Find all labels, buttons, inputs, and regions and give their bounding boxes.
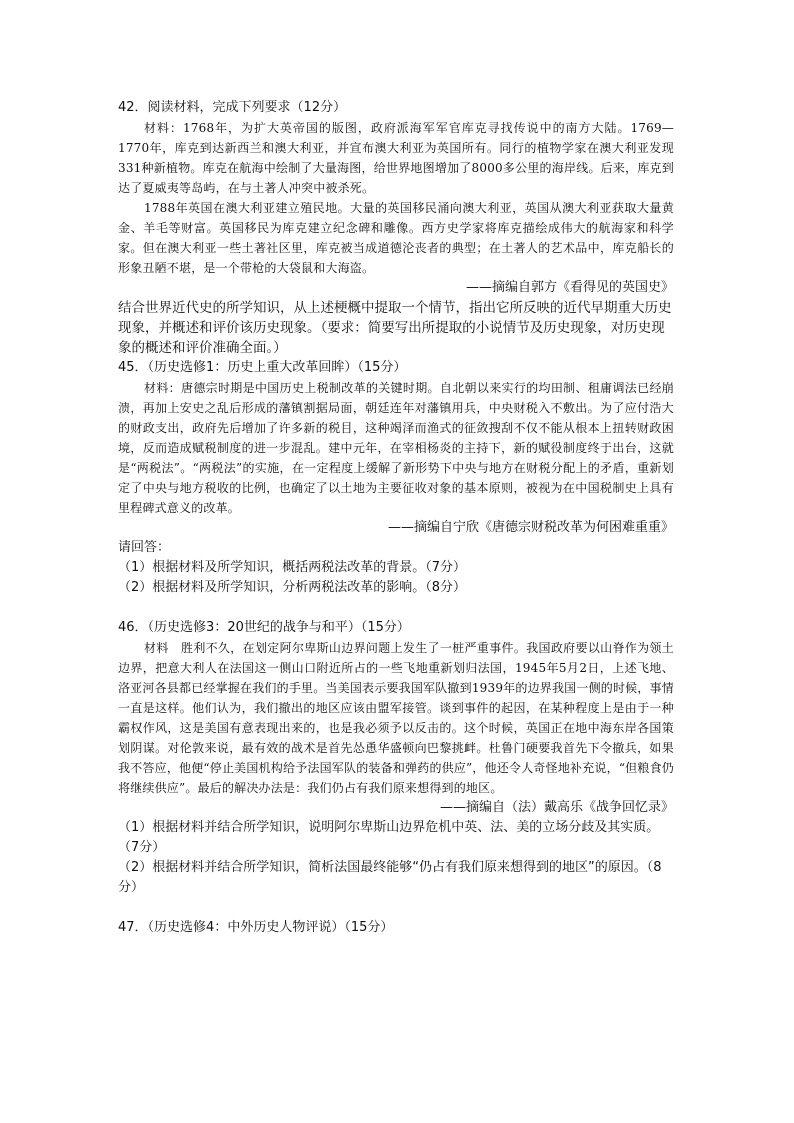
question-46-heading: 46．（历史选修3：20世纪的战争与和平）（15分） [118, 620, 410, 635]
question-42-material-paragraph-1: 材料：1768年，为扩大英帝国的版图，政府派海军军官库克寻找传说中的南方大陆。1769—1770年，库克到达新西兰和澳大利亚，并宣布澳大利亚为英国所有。同行的植物学家在澳大利亚发现331种新植物。库克在航海中绘制了大量海图，给世界地图增加了8000多公里的海岸线。后来，库克到达了夏威夷等岛屿，在与土著人冲突中被杀死。 [118, 121, 674, 195]
question-46 [118, 618, 674, 898]
question-47 [118, 918, 674, 938]
question-45-subquestion-1: （1）根据材料及所学知识，概括两税法改革的背景。（7分） [118, 560, 467, 575]
question-42-heading: 42．阅读材料，完成下列要求（12分） [118, 100, 347, 115]
question-42-task: 结合世界近代史的所学知识，从上述梗概中提取一个情节，指出它所反映的近代早期重大历史现象，并概述和评价该历史现象。（要求：简要写出所提取的小说情节及历史现象，对历史现象的概述和评价准确全面。） [118, 300, 672, 356]
page-content [118, 98, 674, 938]
section-spacer [118, 598, 674, 618]
section-spacer [118, 898, 674, 918]
question-46-subquestion-1: （1）根据材料并结合所学知识，说明阿尔卑斯山边界危机中英、法、美的立场分歧及其实质。（7分） [118, 820, 660, 855]
question-47-heading: 47．（历史选修4：中外历史人物评说）（15分） [118, 920, 394, 935]
question-42-material-paragraph-2: 1788年英国在澳大利亚建立殖民地。大量的英国移民涌向澳大利亚，英国从澳大利亚获取大量黄金、羊毛等财富。英国移民为库克建立纪念碑和雕像。西方史学家将库克描绘成伟大的航海家和科学家。但在澳大利亚一些土著社区里，库克被当成道德沦丧者的典型；在土著人的艺术品中，库克船长的形象丑陋不堪，是一个带枪的大袋鼠和大海盗。 [118, 201, 674, 275]
question-46-source: ——摘编自（法）戴高乐《战争回忆录》 [439, 800, 674, 815]
question-46-subquestion-2: （2）根据材料并结合所学知识，简析法国最终能够“仍占有我们原来想得到的地区”的原因。（8分） [118, 860, 662, 895]
question-45-subquestion-2: （2）根据材料及所学知识，分析两税法改革的影响。（8分） [118, 580, 467, 595]
question-42 [118, 98, 674, 358]
question-45-prompt: 请回答： [118, 540, 171, 555]
question-45-source: ——摘编自宁欣《唐德宗财税改革为何困难重重》 [387, 520, 674, 535]
question-45 [118, 358, 674, 598]
question-42-source: ——摘编自郭方《看得见的英国史》 [465, 280, 674, 295]
question-45-heading: 45．（历史选修1：历史上重大改革回眸）（15分） [118, 360, 407, 375]
question-46-material: 材料 胜利不久，在划定阿尔卑斯山边界问题上发生了一桩严重事件。我国政府要以山脊作为领土边界，把意大利人在法国这一侧山口附近所占的一些飞地重新划归法国，1945年5月2日，上述飞地、洛亚河各县都已经掌握在我们的手里。当美国表示要我国军队撤到1939年的边界我国一侧的时候，事情一直是这样。他们认为，我们撤出的地区应该由盟军接管。谈到事件的起因，在某种程度上是由于一种霸权作风，这是美国有意表现出来的，也是我必须予以反击的。这个时候，英国正在地中海东岸各国策划阴谋。对伦敦来说，最有效的战术是首先怂恿华盛顿向巴黎挑衅。杜鲁门硬要我首先下令撤兵，如果我不答应，他便“停止美国机构给予法国军队的装备和弹药的供应”，他还令人奇怪地补充说，“但粮食仍将继续供应”。最后的解决办法是：我们仍占有我们原来想得到的地区。 [118, 641, 674, 795]
question-45-material: 材料：唐德宗时期是中国历史上税制改革的关键时期。自北朝以来实行的均田制、租庸调法已经崩溃，再加上安史之乱后形成的藩镇割据局面，朝廷连年对藩镇用兵，中央财税入不敷出。为了应付浩大的财政支出，政府先后增加了许多新的税目，这种竭泽而渔式的征敛搜刮不仅不能从根本上扭转财政困境，反而造成赋税制度的进一步混乱。建中元年，在宰相杨炎的主持下，新的赋役制度终于出台，这就是“两税法”。“两税法”的实施，在一定程度上缓解了新形势下中央与地方在财税分配上的矛盾，重新划定了中央与地方税收的比例，也确定了以土地为主要征收对象的基本原则，被视为在中国税制史上具有里程碑式意义的改革。 [118, 381, 674, 515]
